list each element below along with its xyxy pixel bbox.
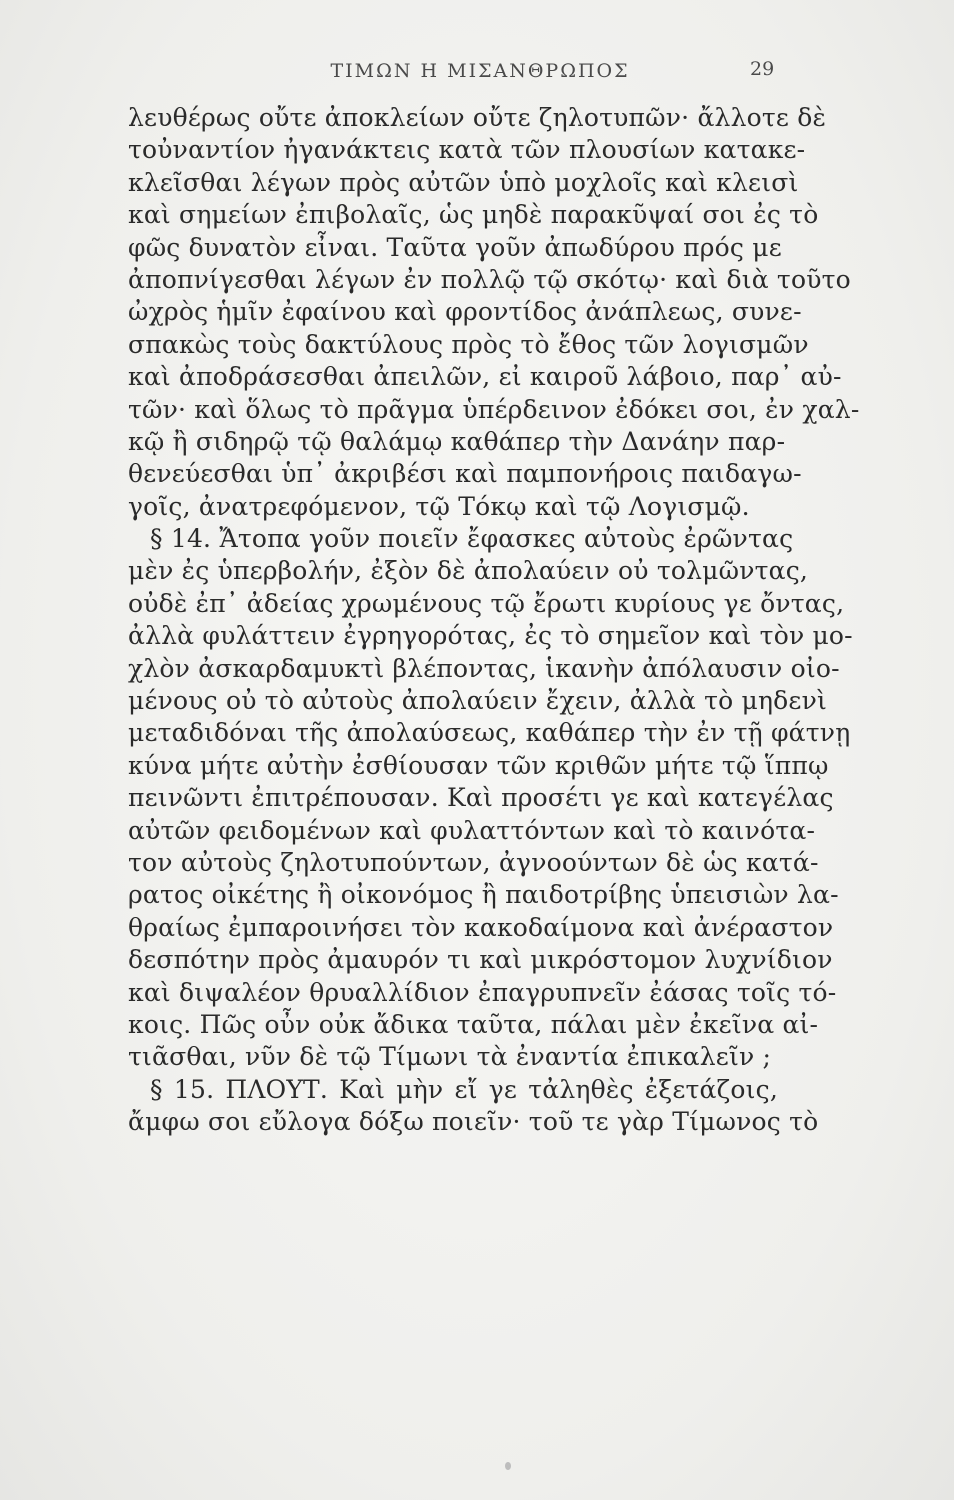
text-line: μὲν ἐς ὑπερβολήν, ἐξὸν δὲ ἀπολαύειν οὐ τολμῶντας, <box>128 556 809 586</box>
text-line: τῶν· καὶ ὅλως τὸ πρᾶγμα ὑπέρδεινον ἐδόκει σοι, ἐν χαλ- <box>128 394 860 424</box>
section-14-start: § 14. Ἄτοπα γοῦν ποιεῖν ἔφασκες αὐτοὺς ἐρῶντας <box>150 524 794 554</box>
text-line: μεταδιδόναι τῆς ἀπολαύσεως, καθάπερ τὴν ἐν τῇ φάτνῃ <box>128 718 851 748</box>
text-line: ὠχρὸς ἡμῖν ἐφαίνου καὶ φροντίδος ἀνάπλεως, συνε- <box>128 297 802 327</box>
text-line: φῶς δυνατὸν εἶναι. Ταῦτα γοῦν ἀπωδύρου πρός με <box>128 232 782 262</box>
section-15-start: § 15. ΠΛΟΥΤ. Καὶ μὴν εἴ γε τἀληθὲς ἐξετάζοις, <box>150 1074 778 1104</box>
text-line: τιᾶσθαι, νῦν δὲ τῷ Τίμωνι τὰ ἐναντία ἐπικαλεῖν ; <box>128 1042 772 1072</box>
text-line: θραίως ἐμπαροινήσει τὸν κακοδαίμονα καὶ ἀνέραστον <box>128 912 834 942</box>
text-line: ἄμφω σοι εὔλογα δόξω ποιεῖν· τοῦ τε γὰρ Τίμωνος τὸ <box>128 1107 819 1137</box>
text-line: κῷ ἢ σιδηρῷ τῷ θαλάμῳ καθάπερ τὴν Δανάην παρ- <box>128 426 786 456</box>
text-line: ἀποπνίγεσθαι λέγων ἐν πολλῷ τῷ σκότῳ· καὶ διὰ τοῦτο <box>128 264 851 294</box>
text-line: αὐτῶν φειδομένων καὶ φυλαττόντων καὶ τὸ καινότα- <box>128 815 816 845</box>
text-line: οὐδὲ ἐπ᾽ ἀδείας χρωμένους τῷ ἔρωτι κυρίους γε ὄντας, <box>128 588 845 618</box>
text-line: τον αὐτοὺς ζηλοτυπούντων, ἀγνοούντων δὲ ὡς κατά- <box>128 847 819 877</box>
page-number: 29 <box>750 58 775 80</box>
text-line: κλεῖσθαι λέγων πρὸς αὐτῶν ὑπὸ μοχλοῖς καὶ κλεισὶ <box>128 167 799 197</box>
print-speck <box>505 1462 511 1470</box>
text-line: ἀλλὰ φυλάττειν ἐγρηγορότας, ἐς τὸ σημεῖον καὶ τὸν μο- <box>128 621 853 651</box>
running-title: ΤΙΜΩΝ Η ΜΙΣΑΝΘΡΩΠΟΣ <box>330 60 630 82</box>
body-text <box>128 102 860 1139</box>
text-line: λευθέρως οὔτε ἀποκλείων οὔτε ζηλοτυπῶν· ἄλλοτε δὲ <box>128 103 827 132</box>
text-line: γοῖς, ἀνατρεφόμενον, τῷ Τόκῳ καὶ τῷ Λογισμῷ. <box>128 491 750 521</box>
text-line: τοὐναντίον ἠγανάκτεις κατὰ τῶν πλουσίων κατακε- <box>128 135 806 165</box>
text-line: κύνα μήτε αὐτὴν ἐσθίουσαν τῶν κριθῶν μήτε τῷ ἵππῳ <box>128 750 829 780</box>
text-line: μένους οὐ τὸ αὐτοὺς ἀπολαύειν ἔχειν, ἀλλὰ τὸ μηδενὶ <box>128 686 827 716</box>
text-line: θενεύεσθαι ὑπ᾽ ἀκριβέσι καὶ παμπονήροις παιδαγω- <box>128 459 802 489</box>
text-line: δεσπότην πρὸς ἀμαυρόν τι καὶ μικρόστομον λυχνίδιον <box>128 945 833 975</box>
text-line: καὶ ἀποδράσεσθαι ἀπειλῶν, εἰ καιροῦ λάβοιο, παρ᾽ αὐ- <box>128 362 842 392</box>
text-line: κοις. Πῶς οὖν οὐκ ἄδικα ταῦτα, πάλαι μὲν ἐκεῖνα αἰ- <box>128 1009 819 1039</box>
text-line: πεινῶντι ἐπιτρέπουσαν. Καὶ προσέτι γε καὶ κατεγέλας <box>128 783 834 813</box>
text-line: καὶ διψαλέον θρυαλλίδιον ἐπαγρυπνεῖν ἐάσας τοῖς τό- <box>128 977 837 1007</box>
text-line: χλὸν ἀσκαρδαμυκτὶ βλέποντας, ἱκανὴν ἀπόλαυσιν οἰο- <box>128 653 840 683</box>
text-line: σπακὼς τοὺς δακτύλους πρὸς τὸ ἔθος τῶν λογισμῶν <box>128 329 809 359</box>
text-line: καὶ σημείων ἐπιβολαῖς, ὡς μηδὲ παρακῦψαί σοι ἐς τὸ <box>128 200 819 230</box>
text-line: ρατος οἰκέτης ἢ οἰκονόμος ἢ παιδοτρίβης ὑπεισιὼν λα- <box>128 880 839 910</box>
